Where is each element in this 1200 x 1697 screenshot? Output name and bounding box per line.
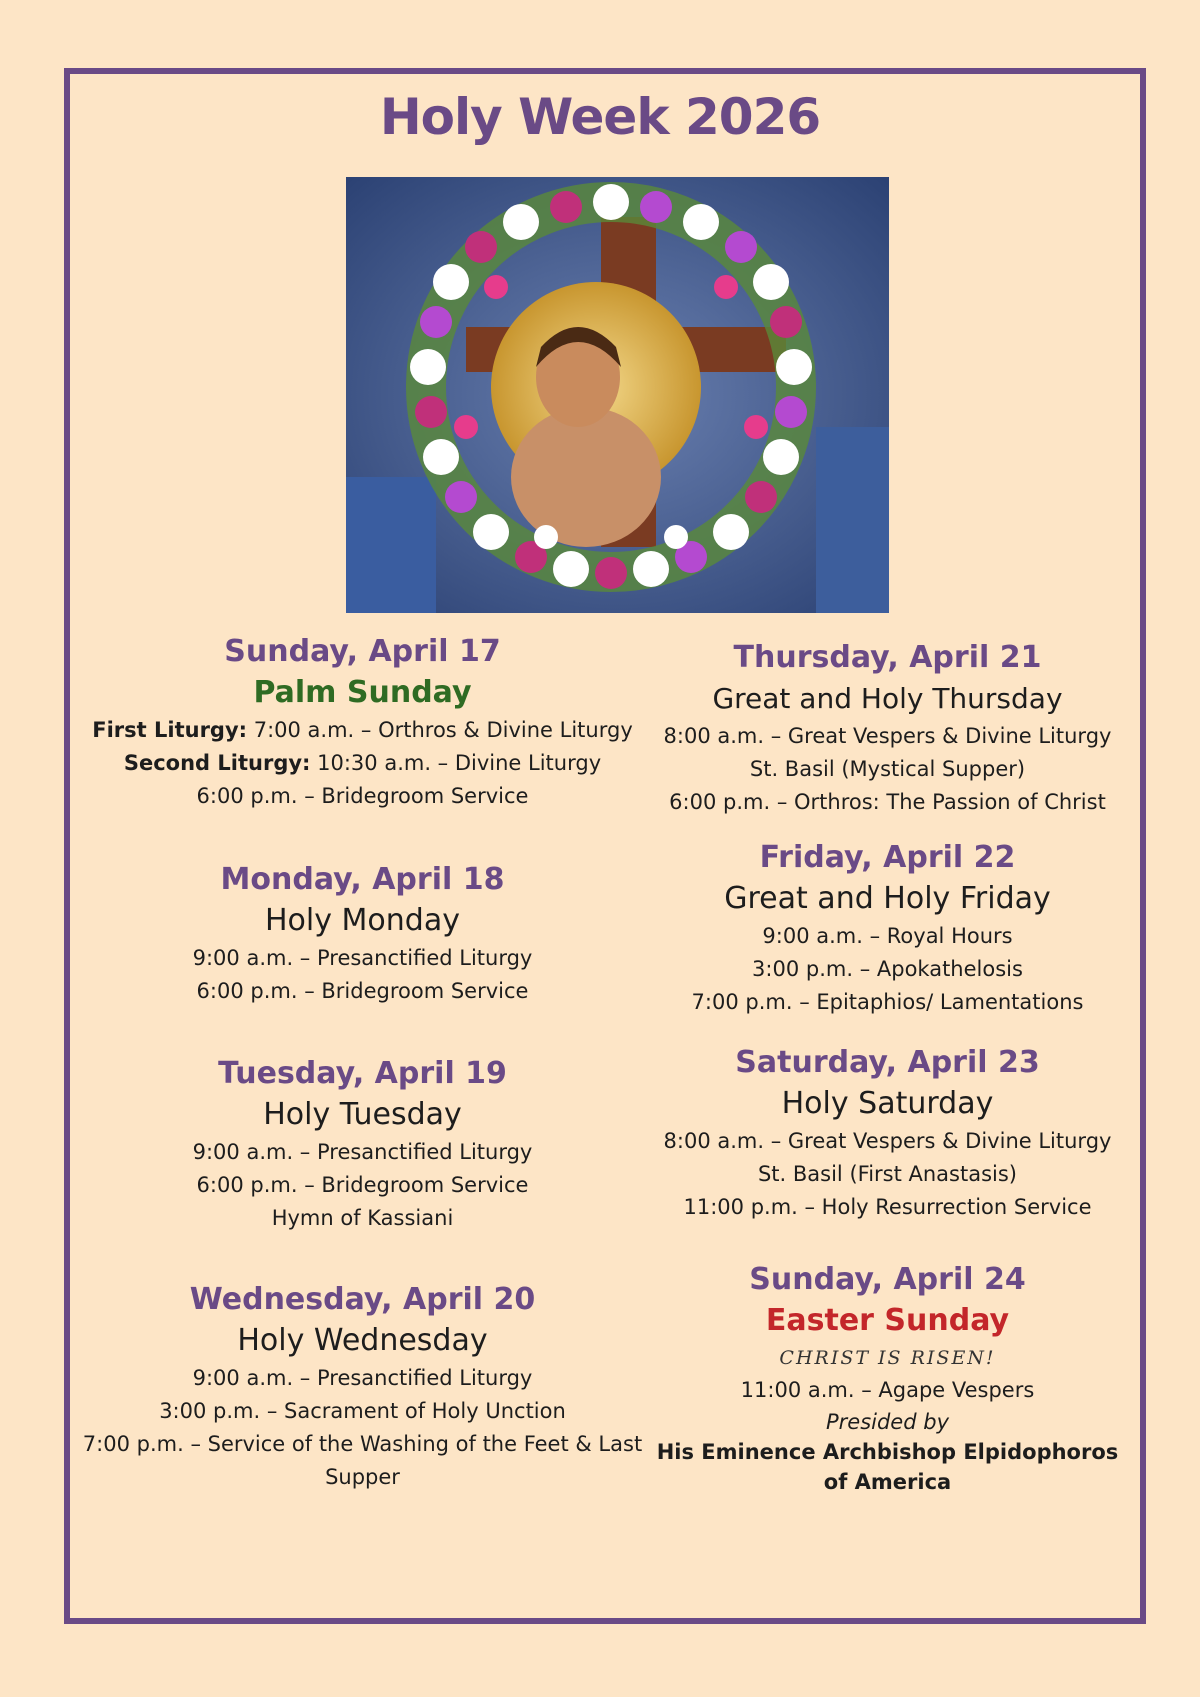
day-title: Tuesday, April 19 — [218, 1056, 507, 1091]
service-line: 6:00 p.m. – Bridegroom Service — [196, 784, 529, 808]
service-line — [70, 747, 655, 780]
day-block-friday-april-22 — [650, 838, 1125, 1019]
service-text: 10:30 a.m. – Divine Liturgy — [310, 751, 602, 775]
day-title: Saturday, April 23 — [735, 1045, 1040, 1080]
service-label: First Liturgy: — [92, 718, 248, 742]
service-line: 11:00 p.m. – Holy Resurrection Service — [683, 1195, 1092, 1219]
feast-name: Easter Sunday — [765, 1303, 1010, 1338]
feast-name: Palm Sunday — [253, 675, 472, 710]
crucifixion-icon-with-flower-wreath-image — [346, 177, 889, 613]
day-block-tuesday-april-19 — [70, 1054, 655, 1235]
day-title: Sunday, April 17 — [224, 634, 501, 669]
service-line: 3:00 p.m. – Sacrament of Holy Unction — [159, 1399, 566, 1423]
service-line: 6:00 p.m. – Bridegroom Service — [196, 979, 529, 1003]
service-line: 9:00 a.m. – Royal Hours — [762, 924, 1013, 948]
service-line: 7:00 p.m. – Service of the Washing of the Feet & Last — [82, 1432, 643, 1456]
day-title: Wednesday, April 20 — [189, 1282, 536, 1317]
service-line: Hymn of Kassiani — [271, 1206, 454, 1230]
service-line: 9:00 a.m. – Presanctified Liturgy — [192, 1140, 533, 1164]
day-block-thursday-april-21 — [650, 638, 1125, 819]
feast-name: Holy Monday — [265, 903, 460, 938]
page-title: Holy Week 2026 — [379, 88, 821, 146]
service-line: 8:00 a.m. – Great Vespers & Divine Liturgy — [663, 724, 1112, 748]
presider-name-continued: of America — [823, 1470, 952, 1494]
service-line: Supper — [325, 1465, 400, 1489]
service-line: 9:00 a.m. – Presanctified Liturgy — [192, 1366, 533, 1390]
service-line: 6:00 p.m. – Bridegroom Service — [196, 1173, 529, 1197]
service-line: St. Basil (Mystical Supper) — [749, 757, 1026, 781]
day-block-sunday-april-17 — [70, 632, 655, 813]
service-line — [70, 714, 655, 747]
right-schedule-column — [650, 638, 1125, 1518]
feast-name: Great and Holy Friday — [724, 881, 1051, 916]
service-line: St. Basil (First Anastasis) — [757, 1162, 1018, 1186]
presided-by-label: Presided by — [825, 1410, 949, 1434]
feast-name: Great and Holy Thursday — [712, 682, 1063, 715]
day-block-saturday-april-23 — [650, 1043, 1125, 1224]
christ-is-risen-tagline: CHRIST IS RISEN! — [779, 1347, 996, 1369]
day-title: Friday, April 22 — [759, 840, 1016, 875]
day-block-sunday-april-24 — [650, 1260, 1125, 1497]
service-line: 11:00 a.m. – Agape Vespers — [740, 1378, 1035, 1402]
day-title: Sunday, April 24 — [749, 1262, 1026, 1297]
feast-name: Holy Tuesday — [263, 1097, 462, 1132]
day-title: Monday, April 18 — [220, 862, 505, 897]
day-block-wednesday-april-20 — [70, 1280, 655, 1494]
service-line: 6:00 p.m. – Orthros: The Passion of Christ — [669, 790, 1106, 814]
day-title: Thursday, April 21 — [733, 640, 1042, 675]
left-schedule-column — [70, 632, 655, 1512]
service-text: 7:00 a.m. – Orthros & Divine Liturgy — [247, 718, 633, 742]
presider-name: His Eminence Archbishop Elpidophoros — [656, 1440, 1119, 1464]
day-block-monday-april-18 — [70, 860, 655, 1008]
feast-name: Holy Saturday — [781, 1086, 994, 1121]
feast-name: Holy Wednesday — [237, 1323, 488, 1358]
service-line: 9:00 a.m. – Presanctified Liturgy — [192, 946, 533, 970]
service-line: 7:00 p.m. – Epitaphios/ Lamentations — [691, 990, 1084, 1014]
service-line: 3:00 p.m. – Apokathelosis — [752, 957, 1023, 981]
service-line: 8:00 a.m. – Great Vespers & Divine Liturgy — [663, 1129, 1112, 1153]
service-label: Second Liturgy: — [123, 751, 311, 775]
